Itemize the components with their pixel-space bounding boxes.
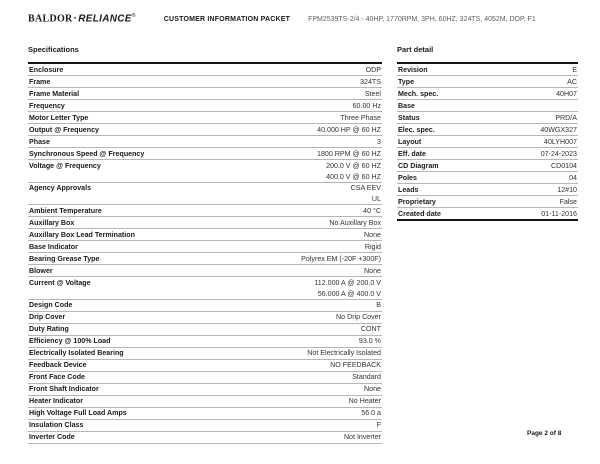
row-value: None	[364, 385, 381, 393]
part-detail-heading: Part detail	[397, 45, 434, 54]
registered-trademark-icon: ®	[131, 13, 136, 19]
row-value: Rigid	[364, 242, 381, 251]
page-header	[28, 13, 578, 24]
logo-dot: ·	[73, 13, 78, 25]
specifications-table	[28, 62, 382, 444]
row-label: Feedback Device	[29, 361, 87, 369]
row-value: Polyrex EM (-20F +300F)	[301, 254, 381, 263]
row-label: Drip Cover	[29, 313, 66, 321]
table-row	[28, 384, 382, 396]
row-value: CD0104	[550, 161, 577, 170]
part-detail-section	[397, 43, 578, 221]
row-value: Standard	[352, 373, 381, 381]
table-row	[28, 217, 382, 229]
row-value: 1800 RPM @ 60 HZ	[317, 149, 381, 158]
row-value: Steel	[364, 89, 381, 98]
table-row	[28, 100, 382, 112]
row-label: Phase	[29, 137, 50, 146]
table-row	[28, 112, 382, 124]
row-label: Layout	[398, 137, 422, 146]
table-row	[28, 372, 382, 384]
row-label: Synchronous Speed @ Frequency	[29, 149, 145, 158]
row-label: Frequency	[29, 101, 65, 110]
table-row	[397, 208, 578, 219]
table-row	[397, 64, 578, 76]
row-label: Elec. spec.	[398, 125, 435, 134]
row-label: Design Code	[29, 301, 73, 309]
table-row	[397, 112, 578, 124]
row-label: Base	[398, 101, 415, 110]
table-row	[28, 88, 382, 100]
row-value: 60.00 Hz	[352, 101, 381, 110]
page-number: Page 2 of 8	[527, 430, 562, 437]
table-row	[28, 136, 382, 148]
table-row	[397, 196, 578, 208]
row-label: CD Diagram	[398, 161, 439, 170]
row-label: Inverter Code	[29, 433, 75, 441]
row-label: Efficiency @ 100% Load	[29, 337, 111, 345]
row-value: Three Phase	[340, 113, 381, 122]
table-row	[28, 396, 382, 408]
row-value: PRD/A	[555, 113, 577, 122]
table-row	[397, 184, 578, 196]
row-value: No Drip Cover	[336, 313, 381, 321]
table-row	[28, 324, 382, 336]
row-value: ODP	[365, 65, 381, 74]
row-label: Revision	[398, 65, 428, 74]
row-label: Bearing Grease Type	[29, 254, 100, 263]
row-value: 3	[377, 137, 381, 146]
row-value: None	[364, 230, 381, 239]
row-value: NO FEEDBACK	[330, 361, 381, 369]
row-value: 01-11-2016	[541, 209, 577, 218]
row-value: 40WGX327	[540, 125, 577, 134]
row-label: Frame	[29, 77, 51, 86]
specifications-heading: Specifications	[28, 45, 79, 54]
row-value: No Heater	[348, 397, 381, 405]
table-row	[28, 312, 382, 324]
table-row	[28, 432, 382, 444]
row-label: Output @ Frequency	[29, 125, 99, 134]
row-label: Front Shaft Indicator	[29, 385, 99, 393]
row-value: 200.0 V @ 60 HZ 400.0 V @ 60 HZ	[326, 161, 381, 181]
row-label: Base Indicator	[29, 242, 78, 251]
row-value: 93.0 %	[358, 337, 381, 345]
table-row	[28, 420, 382, 432]
logo-baldor-text: BALDOR	[28, 13, 73, 25]
row-label: Auxillary Box Lead Termination	[29, 230, 135, 239]
row-label: Created date	[398, 209, 441, 218]
row-value: No Auxillary Box	[329, 218, 381, 227]
table-row	[397, 76, 578, 88]
row-value: 40LYH007	[544, 137, 577, 146]
document-title: CUSTOMER INFORMATION PACKET	[163, 16, 291, 24]
row-label: Proprietary	[398, 197, 436, 206]
product-code: FPM2539TS-2/4 - 40HP, 1770RPM, 3PH, 60HZ, 324TS, 4052M, DOP, F1	[308, 16, 536, 24]
table-row	[28, 64, 382, 76]
baldor-reliance-logo	[28, 13, 136, 24]
table-row	[28, 360, 382, 372]
table-row	[28, 229, 382, 241]
row-label: Leads	[398, 185, 419, 194]
table-row	[397, 136, 578, 148]
row-label: High Voltage Full Load Amps	[29, 409, 127, 417]
row-label: Duty Rating	[29, 325, 69, 333]
row-label: Voltage @ Frequency	[29, 161, 101, 170]
row-value: Not Inverter	[343, 433, 381, 441]
row-value: 12#10	[557, 185, 577, 194]
table-row	[397, 100, 578, 112]
row-value: 40 °C	[363, 206, 381, 215]
row-value: 04	[569, 173, 577, 182]
table-row	[397, 160, 578, 172]
row-label: Blower	[29, 266, 53, 275]
row-label: Type	[398, 77, 415, 86]
row-label: Heater Indicator	[29, 397, 84, 405]
row-label: Insulation Class	[29, 421, 84, 429]
row-value: F	[376, 421, 381, 429]
row-value: AC	[567, 77, 577, 86]
table-row	[28, 336, 382, 348]
table-row	[28, 277, 382, 300]
table-row	[28, 76, 382, 88]
row-label: Agency Approvals	[29, 184, 92, 192]
table-row	[397, 148, 578, 160]
row-label: Electrically Isolated Bearing	[29, 349, 124, 357]
row-value: CSA EEV UL	[350, 184, 381, 203]
row-value: False	[559, 197, 577, 206]
table-row	[397, 88, 578, 100]
row-value: None	[364, 266, 381, 275]
row-value: Not Electrically Isolated	[307, 349, 381, 357]
row-label: Poles	[398, 173, 417, 182]
table-row	[28, 183, 382, 206]
table-row	[397, 124, 578, 136]
table-row	[397, 172, 578, 184]
table-row	[28, 205, 382, 217]
row-label: Motor Letter Type	[29, 113, 89, 122]
row-value: 324TS	[360, 77, 381, 86]
row-label: Current @ Voltage	[29, 278, 91, 287]
row-value: 56.0 a	[361, 409, 381, 417]
logo-reliance-text: RELIANCE	[78, 13, 132, 25]
row-label: Auxillary Box	[29, 218, 75, 227]
specifications-section	[28, 43, 382, 444]
table-row	[28, 148, 382, 160]
row-label: Eff. date	[398, 149, 426, 158]
row-value: E	[572, 65, 577, 74]
table-row	[28, 124, 382, 136]
row-value: 07-24-2023	[540, 149, 577, 158]
table-row	[28, 348, 382, 360]
part-detail-table	[397, 62, 578, 221]
row-label: Enclosure	[29, 65, 64, 74]
row-value: 112.000 A @ 200.0 V 56.000 A @ 400.0 V	[314, 278, 381, 298]
table-row	[28, 160, 382, 183]
row-value: 40.000 HP @ 60 HZ	[317, 125, 381, 134]
row-value: 40H07	[556, 89, 577, 98]
row-label: Ambient Temperature	[29, 206, 102, 215]
row-label: Status	[398, 113, 420, 122]
table-row	[28, 408, 382, 420]
table-row	[28, 265, 382, 277]
row-value: CONT	[360, 325, 381, 333]
row-label: Frame Material	[29, 89, 80, 98]
row-label: Mech. spec.	[398, 89, 439, 98]
table-row	[28, 241, 382, 253]
row-label: Front Face Code	[29, 373, 85, 381]
table-row	[28, 300, 382, 312]
table-row	[28, 253, 382, 265]
row-value: B	[376, 301, 381, 309]
